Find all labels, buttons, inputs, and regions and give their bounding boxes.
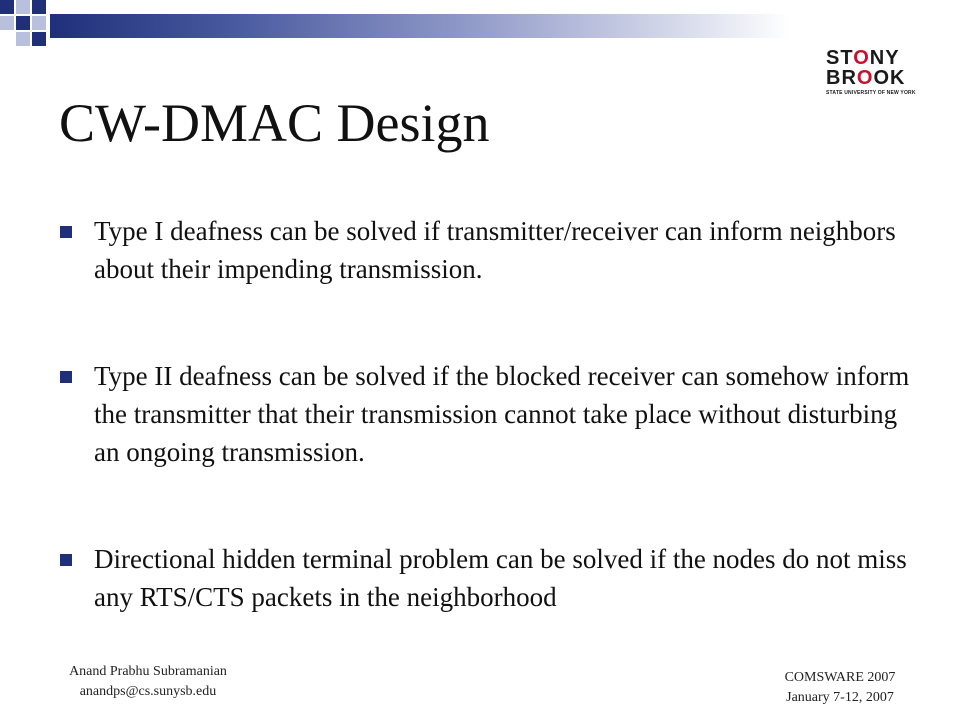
footer-author-block — [48, 662, 248, 702]
deco-square-7 — [16, 32, 30, 46]
bullet-item — [60, 357, 920, 471]
header-gradient-bar — [50, 14, 790, 38]
footer-conference: COMSWARE 2007 — [784, 670, 896, 685]
footer-email: anandps@cs.sunysb.edu — [79, 684, 217, 699]
footer-author: Anand Prabhu Subramanian — [69, 664, 227, 679]
university-logo — [826, 48, 916, 100]
deco-square-3 — [32, 0, 46, 14]
logo-line-2: BROOK — [826, 67, 906, 89]
bullet-text: Type II deafness can be solved if the blocked receiver can somehow inform the transmitter that their transmission cannot take place without disturbing an ongoing transmission. — [94, 361, 910, 467]
footer-dates: January 7-12, 2007 — [786, 690, 894, 705]
deco-square-1 — [0, 0, 14, 14]
bullet-text: Type I deafness can be solved if transmitter/receiver can inform neighbors about their impending transmission. — [94, 216, 896, 284]
deco-square-4 — [0, 16, 14, 30]
bullet-item — [60, 212, 920, 288]
deco-square-8 — [32, 32, 46, 46]
deco-square-5 — [16, 16, 30, 30]
footer-conference-block — [760, 668, 920, 708]
bullet-square-icon — [60, 371, 72, 383]
bullet-square-icon — [60, 226, 72, 238]
logo-subtitle: STATE UNIVERSITY OF NEW YORK — [826, 90, 916, 96]
deco-square-6 — [32, 16, 46, 30]
bullet-item — [60, 540, 920, 616]
slide-title: CW-DMAC Design — [59, 93, 490, 153]
logo-line-1: STONY — [826, 47, 900, 69]
bullet-text: Directional hidden terminal problem can be solved if the nodes do not miss any RTS/CTS packets in the neighborhood — [94, 544, 907, 612]
deco-square-2 — [16, 0, 30, 14]
bullet-list — [60, 212, 920, 616]
bullet-square-icon — [60, 554, 72, 566]
